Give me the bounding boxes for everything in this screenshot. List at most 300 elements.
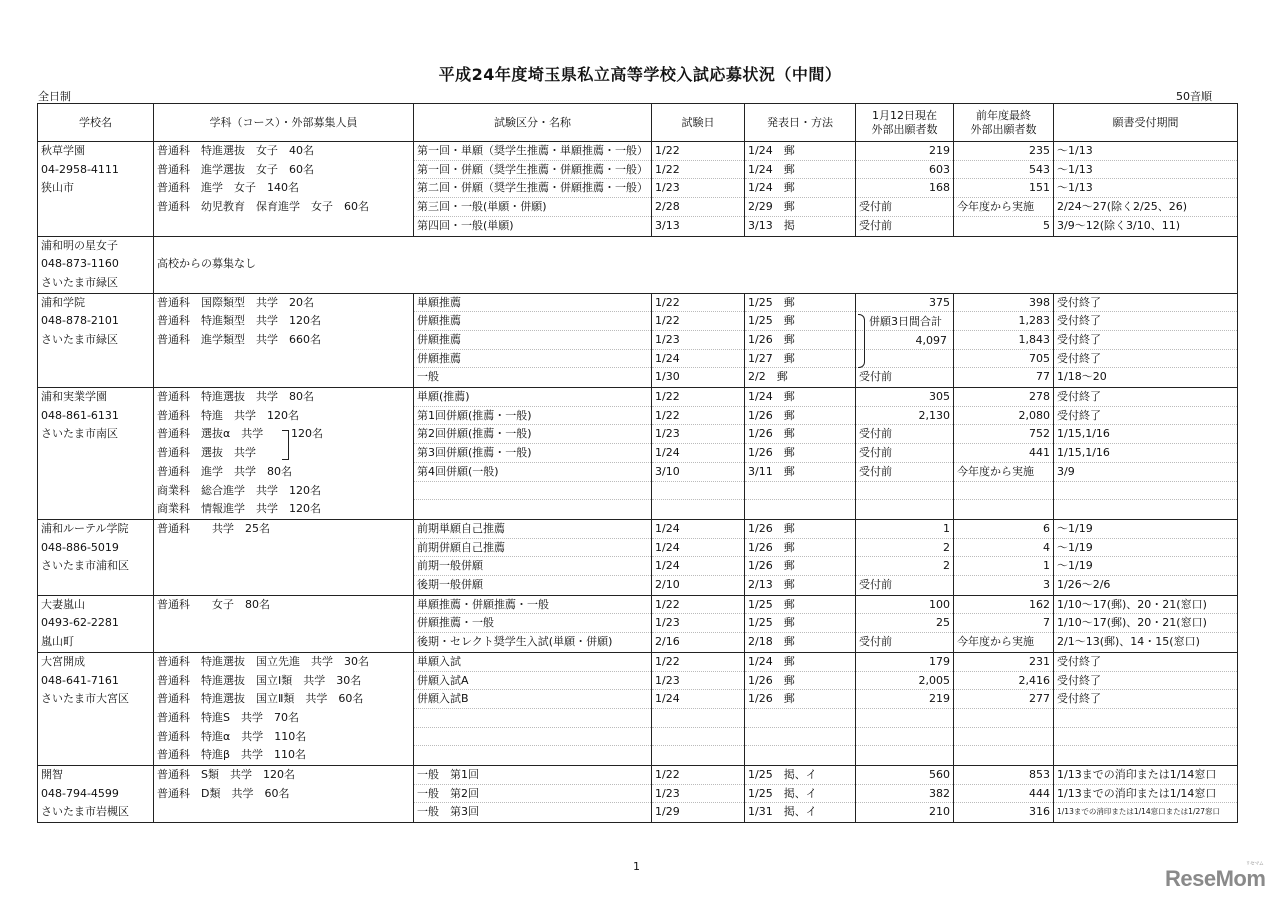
current-applicants-cell-stack bbox=[856, 294, 953, 388]
announcement: 2/18 郵 bbox=[748, 635, 795, 649]
header-current-applicants bbox=[856, 104, 954, 142]
exam-date bbox=[652, 500, 744, 519]
exam-name: 第二回・併願（奨学生推薦・併願推薦・一般） bbox=[414, 179, 651, 198]
exam-name-cell-stack bbox=[414, 653, 651, 765]
application-period-cell bbox=[1054, 293, 1238, 388]
course-cell-stack bbox=[154, 294, 413, 388]
exam-name: 単願推薦・併願推薦・一般 bbox=[414, 596, 651, 615]
exam-date-cell bbox=[652, 519, 745, 595]
exam-name: 単願(推薦) bbox=[414, 388, 651, 407]
previous-applicants-cell bbox=[954, 652, 1054, 765]
current-applicants bbox=[856, 500, 953, 519]
exam-name: 単願入試 bbox=[414, 653, 651, 672]
exam-name: 第1回併願(推薦・一般) bbox=[414, 407, 651, 426]
current-applicants: 受付前 bbox=[856, 463, 953, 482]
current-applicants: 受付前 bbox=[859, 635, 892, 649]
exam-name bbox=[414, 746, 651, 765]
course-item bbox=[154, 614, 413, 633]
application-period: 受付終了 bbox=[1054, 653, 1237, 672]
current-applicants: 1 bbox=[856, 520, 953, 539]
current-applicants-cell bbox=[856, 519, 954, 595]
exam-name-cell bbox=[414, 519, 652, 595]
exam-date-cell-stack bbox=[652, 388, 744, 519]
course-item bbox=[154, 576, 413, 595]
previous-applicants-cell bbox=[954, 519, 1054, 595]
exam-name: 第一回・併願（奨学生推薦・併願推薦・一般） bbox=[414, 161, 651, 180]
previous-applicants: 7 bbox=[954, 614, 1053, 633]
application-period-cell-stack bbox=[1054, 388, 1237, 519]
announcement: 1/26 郵 bbox=[745, 672, 855, 691]
header-line: 前年度最終 bbox=[976, 108, 1031, 122]
exam-name-cell bbox=[414, 766, 652, 823]
current-applicants bbox=[856, 746, 953, 765]
previous-applicants: 444 bbox=[954, 785, 1053, 804]
announcement: 1/25 郵 bbox=[745, 596, 855, 615]
exam-date-cell-stack bbox=[652, 766, 744, 822]
current-applicants: 168 bbox=[856, 179, 953, 198]
previous-applicants-cell-stack bbox=[954, 520, 1053, 595]
application-period-cell-stack bbox=[1054, 596, 1237, 652]
current-applicants-cell bbox=[856, 388, 954, 520]
previous-applicants: 6 bbox=[954, 520, 1053, 539]
header-exam-date: 試験日 bbox=[652, 104, 745, 142]
announcement bbox=[745, 709, 855, 728]
exam-name: 第四回・一般(単願) bbox=[417, 218, 514, 232]
announcement: 1/25 郵 bbox=[745, 294, 855, 313]
course-cell-stack bbox=[154, 142, 413, 236]
course-item: 普通科 進学類型 共学 660名 bbox=[157, 332, 321, 346]
current-applicants bbox=[856, 709, 953, 728]
previous-applicants: 235 bbox=[954, 142, 1053, 161]
school-phone: 048-873-1160 bbox=[41, 257, 119, 271]
previous-applicants: 705 bbox=[954, 350, 1053, 369]
exam-date: 1/24 bbox=[652, 690, 744, 709]
previous-applicants: 277 bbox=[954, 690, 1053, 709]
previous-applicants bbox=[954, 746, 1053, 765]
exam-name-cell-stack bbox=[414, 766, 651, 822]
announcement: 1/31 掲、イ bbox=[748, 805, 817, 819]
course-item bbox=[154, 633, 413, 652]
previous-applicants: 1,843 bbox=[954, 331, 1053, 350]
announcement: 1/24 郵 bbox=[745, 388, 855, 407]
exam-date: 1/24 bbox=[652, 539, 744, 558]
blank-line bbox=[38, 368, 153, 387]
header-exam-type: 試験区分・名称 bbox=[414, 104, 652, 142]
course-item: 普通科 D類 共学 60名 bbox=[157, 786, 290, 800]
current-applicants-cell bbox=[856, 595, 954, 652]
previous-applicants-cell-stack bbox=[954, 142, 1053, 236]
previous-applicants: 162 bbox=[954, 596, 1053, 615]
exam-date: 2/10 bbox=[655, 578, 680, 592]
current-applicants: 2 bbox=[856, 539, 953, 558]
previous-applicants: 151 bbox=[954, 179, 1053, 198]
exam-name-cell-stack bbox=[414, 596, 651, 652]
exam-date-cell bbox=[652, 652, 745, 765]
no-recruitment-note: 高校からの募集なし bbox=[157, 257, 256, 271]
school-info-cell-stack bbox=[38, 766, 153, 822]
exam-name-cell bbox=[414, 293, 652, 388]
exam-date: 1/23 bbox=[652, 179, 744, 198]
application-period: ～1/13 bbox=[1054, 161, 1237, 180]
current-applicants: 受付前 bbox=[856, 198, 953, 217]
announcement-cell bbox=[745, 519, 856, 595]
school-name: 浦和明の星女子 bbox=[41, 238, 118, 252]
announcement: 1/24 郵 bbox=[745, 179, 855, 198]
previous-applicants: 今年度から実施 bbox=[957, 635, 1034, 649]
announcement-cell bbox=[745, 595, 856, 652]
application-period: 2/1～13(郵)、14・15(窓口) bbox=[1057, 635, 1200, 649]
school-phone: 048-641-7161 bbox=[41, 673, 119, 687]
exam-date: 2/28 bbox=[652, 198, 744, 217]
exam-name-cell-stack bbox=[414, 388, 651, 519]
school-location: さいたま市緑区 bbox=[41, 332, 118, 346]
current-applicants: 305 bbox=[856, 388, 953, 407]
application-period: 3/9～12(除く3/10、11) bbox=[1057, 218, 1180, 232]
school-info-cell bbox=[38, 388, 154, 520]
header-course: 学科（コース）・外部募集人員 bbox=[154, 104, 414, 142]
exam-date bbox=[652, 709, 744, 728]
current-applicants: 179 bbox=[856, 653, 953, 672]
announcement: 3/13 掲 bbox=[748, 218, 795, 232]
exam-date: 3/13 bbox=[655, 218, 680, 232]
announcement bbox=[745, 746, 855, 765]
exam-name: 併願推薦・一般 bbox=[414, 614, 651, 633]
blank-line bbox=[38, 746, 153, 765]
school-phone: 048-886-5019 bbox=[41, 540, 119, 554]
previous-applicants: 4 bbox=[954, 539, 1053, 558]
school-location: さいたま市浦和区 bbox=[41, 559, 129, 573]
announcement: 2/13 郵 bbox=[748, 578, 795, 592]
blank-line bbox=[38, 463, 153, 482]
announcement-cell-stack bbox=[745, 388, 855, 519]
previous-applicants: 398 bbox=[954, 294, 1053, 313]
course-item: 普通科 特進選抜 女子 40名 bbox=[157, 144, 314, 157]
application-period-cell-stack bbox=[1054, 653, 1237, 765]
application-period: 受付終了 bbox=[1054, 690, 1237, 709]
course-item: 普通科 国際類型 共学 20名 bbox=[157, 295, 314, 309]
application-period-cell bbox=[1054, 595, 1238, 652]
previous-applicants: 5 bbox=[1043, 218, 1050, 232]
announcement: 2/29 郵 bbox=[745, 198, 855, 217]
previous-applicants-cell bbox=[954, 388, 1054, 520]
application-period: 受付終了 bbox=[1054, 407, 1237, 426]
table-header-row bbox=[38, 104, 1238, 142]
announcement-cell bbox=[745, 293, 856, 388]
course-cell-stack bbox=[154, 596, 413, 652]
application-period: 1/15,1/16 bbox=[1054, 425, 1237, 444]
current-applicants: 2 bbox=[856, 557, 953, 576]
current-applicants: 210 bbox=[929, 805, 950, 819]
exam-date bbox=[652, 482, 744, 501]
application-period: 受付終了 bbox=[1054, 294, 1237, 313]
school-name: 浦和実業学園 bbox=[41, 390, 107, 404]
application-period: 1/15,1/16 bbox=[1054, 444, 1237, 463]
application-period: ～1/13 bbox=[1054, 142, 1237, 161]
exam-name: 一般 bbox=[417, 370, 439, 384]
announcement: 1/26 郵 bbox=[745, 690, 855, 709]
application-period: 受付終了 bbox=[1054, 331, 1237, 350]
exam-date: 2/16 bbox=[655, 635, 680, 649]
application-period-cell bbox=[1054, 766, 1238, 823]
current-applicants-cell-stack bbox=[856, 766, 953, 822]
announcement bbox=[745, 482, 855, 501]
course-item: 普通科 選抜α 共学 bbox=[157, 427, 264, 441]
previous-applicants: 752 bbox=[954, 425, 1053, 444]
school-name: 浦和学院 bbox=[41, 295, 85, 309]
application-period: 1/10～17(郵)、20・21(窓口) bbox=[1054, 596, 1237, 615]
application-period bbox=[1054, 482, 1237, 501]
current-applicants: 受付前 bbox=[856, 425, 953, 444]
course-item: 商業科 総合進学 共学 120名 bbox=[157, 483, 321, 497]
exam-name: 前期一般併願 bbox=[414, 557, 651, 576]
course-item: 普通科 特進選抜 国立Ⅰ類 共学 30名 bbox=[157, 673, 362, 687]
blank-line bbox=[38, 709, 153, 728]
course-cell bbox=[154, 293, 414, 388]
announcement-cell bbox=[745, 766, 856, 823]
school-row bbox=[38, 388, 1238, 520]
current-applicants-cell bbox=[856, 766, 954, 823]
school-info-cell bbox=[38, 142, 154, 237]
school-info-cell bbox=[38, 519, 154, 595]
school-location: さいたま市南区 bbox=[41, 427, 118, 441]
blank-line bbox=[38, 350, 153, 369]
school-info-cell bbox=[38, 293, 154, 388]
course-bracket bbox=[282, 430, 289, 460]
previous-applicants: 3 bbox=[1043, 578, 1050, 592]
exam-name bbox=[414, 709, 651, 728]
exam-name bbox=[414, 500, 651, 519]
blank-line bbox=[38, 482, 153, 501]
current-applicants: 382 bbox=[856, 785, 953, 804]
exam-date: 1/23 bbox=[652, 614, 744, 633]
blank-line bbox=[38, 198, 153, 217]
current-applicants: 2,005 bbox=[856, 672, 953, 691]
logo-text: ReseMom bbox=[1165, 866, 1266, 891]
previous-applicants: 1 bbox=[954, 557, 1053, 576]
application-period-cell-stack bbox=[1054, 294, 1237, 388]
exam-date-cell-stack bbox=[652, 294, 744, 388]
school-row bbox=[38, 652, 1238, 765]
application-period-cell bbox=[1054, 388, 1238, 520]
announcement-cell bbox=[745, 388, 856, 520]
previous-applicants: 441 bbox=[954, 444, 1053, 463]
course-cell bbox=[154, 652, 414, 765]
exam-date-cell-stack bbox=[652, 653, 744, 765]
school-info-cell-stack bbox=[38, 294, 153, 388]
exam-name: 第一回・単願（奨学生推薦・単願推薦・一般） bbox=[414, 142, 651, 161]
blank-line bbox=[38, 444, 153, 463]
application-period: ～1/19 bbox=[1054, 520, 1237, 539]
school-info-cell-stack bbox=[38, 520, 153, 595]
course-item: 普通科 共学 25名 bbox=[157, 521, 270, 535]
application-period: 3/9 bbox=[1054, 463, 1237, 482]
previous-applicants-cell-stack bbox=[954, 596, 1053, 652]
announcement-cell-stack bbox=[745, 653, 855, 765]
school-phone: 048-878-2101 bbox=[41, 314, 119, 328]
exam-date-cell-stack bbox=[652, 520, 744, 595]
announcement: 1/25 郵 bbox=[745, 312, 855, 331]
announcement: 1/24 郵 bbox=[745, 142, 855, 161]
course-item: 普通科 女子 80名 bbox=[157, 597, 270, 611]
school-row bbox=[38, 595, 1238, 652]
application-period-cell-stack bbox=[1054, 766, 1237, 822]
previous-applicants: 今年度から実施 bbox=[954, 463, 1053, 482]
course-cell bbox=[154, 766, 414, 823]
course-cell-stack bbox=[154, 653, 413, 765]
current-applicants: 2,130 bbox=[856, 407, 953, 426]
course-item: 普通科 特進 共学 120名 bbox=[157, 408, 299, 422]
exam-date: 1/23 bbox=[652, 331, 744, 350]
exam-name: 単願推薦 bbox=[414, 294, 651, 313]
application-period: 受付終了 bbox=[1054, 350, 1237, 369]
previous-applicants bbox=[954, 482, 1053, 501]
application-period-cell bbox=[1054, 142, 1238, 237]
exam-date: 1/24 bbox=[652, 557, 744, 576]
current-applicants: 100 bbox=[856, 596, 953, 615]
school-row bbox=[38, 236, 1238, 293]
exam-date: 1/23 bbox=[652, 425, 744, 444]
school-row bbox=[38, 766, 1238, 823]
exam-name-cell-stack bbox=[414, 520, 651, 595]
school-phone: 048-861-6131 bbox=[41, 408, 119, 422]
exam-date: 1/22 bbox=[652, 161, 744, 180]
exam-name: 併願推薦 bbox=[414, 312, 651, 331]
application-period: 1/13までの消印または1/14窓口または1/27窓口 bbox=[1057, 807, 1221, 817]
header-school-name: 学校名 bbox=[38, 104, 154, 142]
previous-applicants-cell bbox=[954, 595, 1054, 652]
previous-applicants: 316 bbox=[1029, 805, 1050, 819]
announcement-cell-stack bbox=[745, 596, 855, 652]
current-applicants: 受付前 bbox=[859, 218, 892, 232]
exam-name bbox=[414, 728, 651, 747]
announcement: 1/26 郵 bbox=[745, 557, 855, 576]
previous-applicants-cell-stack bbox=[954, 388, 1053, 519]
exam-date: 1/30 bbox=[655, 370, 680, 384]
application-period-cell bbox=[1054, 519, 1238, 595]
school-name: 秋草学園 bbox=[41, 144, 85, 157]
exam-date-cell bbox=[652, 293, 745, 388]
exam-name: 一般 第1回 bbox=[414, 766, 651, 785]
announcement: 1/25 郵 bbox=[745, 614, 855, 633]
course-item: 普通科 特進選抜 国立Ⅱ類 共学 60名 bbox=[157, 692, 364, 706]
previous-applicants: 2,080 bbox=[954, 407, 1053, 426]
school-location: さいたま市大宮区 bbox=[41, 692, 129, 706]
previous-applicants-cell bbox=[954, 142, 1054, 237]
course-item: 普通科 特進類型 共学 120名 bbox=[157, 314, 321, 328]
course-item: 商業科 情報進学 共学 120名 bbox=[157, 502, 321, 516]
exam-date: 1/24 bbox=[652, 350, 744, 369]
current-applicants: 219 bbox=[856, 142, 953, 161]
course-item bbox=[154, 368, 413, 387]
exam-date: 1/29 bbox=[655, 805, 680, 819]
current-applicants-cell bbox=[856, 652, 954, 765]
current-applicants-cell-stack bbox=[856, 142, 953, 236]
course-item: 普通科 特進α 共学 110名 bbox=[157, 729, 307, 743]
exam-name: 第三回・一般(単願・併願) bbox=[414, 198, 651, 217]
header-application-period: 願書受付期間 bbox=[1054, 104, 1238, 142]
combined-note: 併願3日間合計 bbox=[869, 314, 942, 328]
announcement-cell bbox=[745, 652, 856, 765]
previous-applicants-cell-stack bbox=[954, 766, 1053, 822]
announcement: 1/27 郵 bbox=[745, 350, 855, 369]
exam-name: 前期併願自己推薦 bbox=[414, 539, 651, 558]
application-period-cell-stack bbox=[1054, 142, 1237, 236]
school-row bbox=[38, 142, 1238, 237]
school-location: さいたま市緑区 bbox=[41, 275, 118, 289]
application-period: ～1/13 bbox=[1054, 179, 1237, 198]
current-applicants bbox=[856, 350, 953, 369]
course-item: 普通科 進学選抜 女子 60名 bbox=[157, 162, 314, 176]
course-item bbox=[154, 350, 413, 369]
application-period-cell-stack bbox=[1054, 520, 1237, 595]
course-item bbox=[154, 557, 413, 576]
course-item: 普通科 特進選抜 共学 80名 bbox=[157, 390, 314, 404]
exam-date: 1/22 bbox=[652, 407, 744, 426]
blank-line bbox=[38, 576, 153, 595]
combined-total: 4,097 bbox=[915, 333, 947, 347]
sort-order-label: 50音順 bbox=[1176, 90, 1212, 103]
school-name: 大宮開成 bbox=[41, 654, 85, 668]
exam-name-cell bbox=[414, 388, 652, 520]
previous-applicants-cell-stack bbox=[954, 294, 1053, 388]
current-applicants bbox=[856, 482, 953, 501]
application-period: 1/13までの消印または1/14窓口 bbox=[1054, 766, 1237, 785]
school-row bbox=[38, 293, 1238, 388]
current-applicants: 受付前 bbox=[859, 578, 892, 592]
exam-date-cell bbox=[652, 766, 745, 823]
application-period: 2/24～27(除く2/25、26) bbox=[1054, 198, 1237, 217]
announcement: 1/25 掲、イ bbox=[745, 766, 855, 785]
school-info-cell-stack bbox=[38, 653, 153, 765]
current-applicants-cell bbox=[856, 293, 954, 388]
announcement bbox=[745, 728, 855, 747]
course-cell bbox=[154, 595, 414, 652]
header-line: 外部出願者数 bbox=[871, 122, 938, 136]
announcement: 1/26 郵 bbox=[745, 520, 855, 539]
current-applicants bbox=[856, 728, 953, 747]
application-period: 1/13までの消印または1/14窓口 bbox=[1054, 785, 1237, 804]
exam-name-cell bbox=[414, 142, 652, 237]
school-info-cell-stack bbox=[38, 237, 153, 293]
exam-name bbox=[414, 482, 651, 501]
exam-name: 併願入試A bbox=[414, 672, 651, 691]
previous-applicants: 77 bbox=[1036, 370, 1050, 384]
course-item: 普通科 特進β 共学 110名 bbox=[157, 748, 307, 762]
school-name: 大妻嵐山 bbox=[41, 597, 85, 611]
announcement-cell-stack bbox=[745, 520, 855, 595]
no-recruitment-cell bbox=[154, 236, 1238, 293]
exam-date-cell-stack bbox=[652, 596, 744, 652]
previous-applicants: 543 bbox=[954, 161, 1053, 180]
application-period bbox=[1054, 728, 1237, 747]
table-body bbox=[38, 142, 1238, 823]
application-period: 受付終了 bbox=[1054, 672, 1237, 691]
application-period: 受付終了 bbox=[1054, 312, 1237, 331]
course-cell bbox=[154, 388, 414, 520]
school-location: さいたま市岩槻区 bbox=[41, 805, 129, 819]
course-cell-stack bbox=[154, 766, 413, 822]
current-applicants-cell-stack bbox=[856, 388, 953, 519]
announcement-cell-stack bbox=[745, 142, 855, 236]
course-item bbox=[154, 217, 413, 236]
school-info-cell bbox=[38, 595, 154, 652]
announcement: 1/24 郵 bbox=[745, 161, 855, 180]
course-item: 普通科 特進S 共学 70名 bbox=[157, 710, 299, 724]
announcement: 1/26 郵 bbox=[745, 425, 855, 444]
application-period: 1/26～2/6 bbox=[1057, 578, 1111, 592]
school-phone: 0493-62-2281 bbox=[41, 616, 119, 630]
school-location: 狭山市 bbox=[41, 181, 74, 195]
